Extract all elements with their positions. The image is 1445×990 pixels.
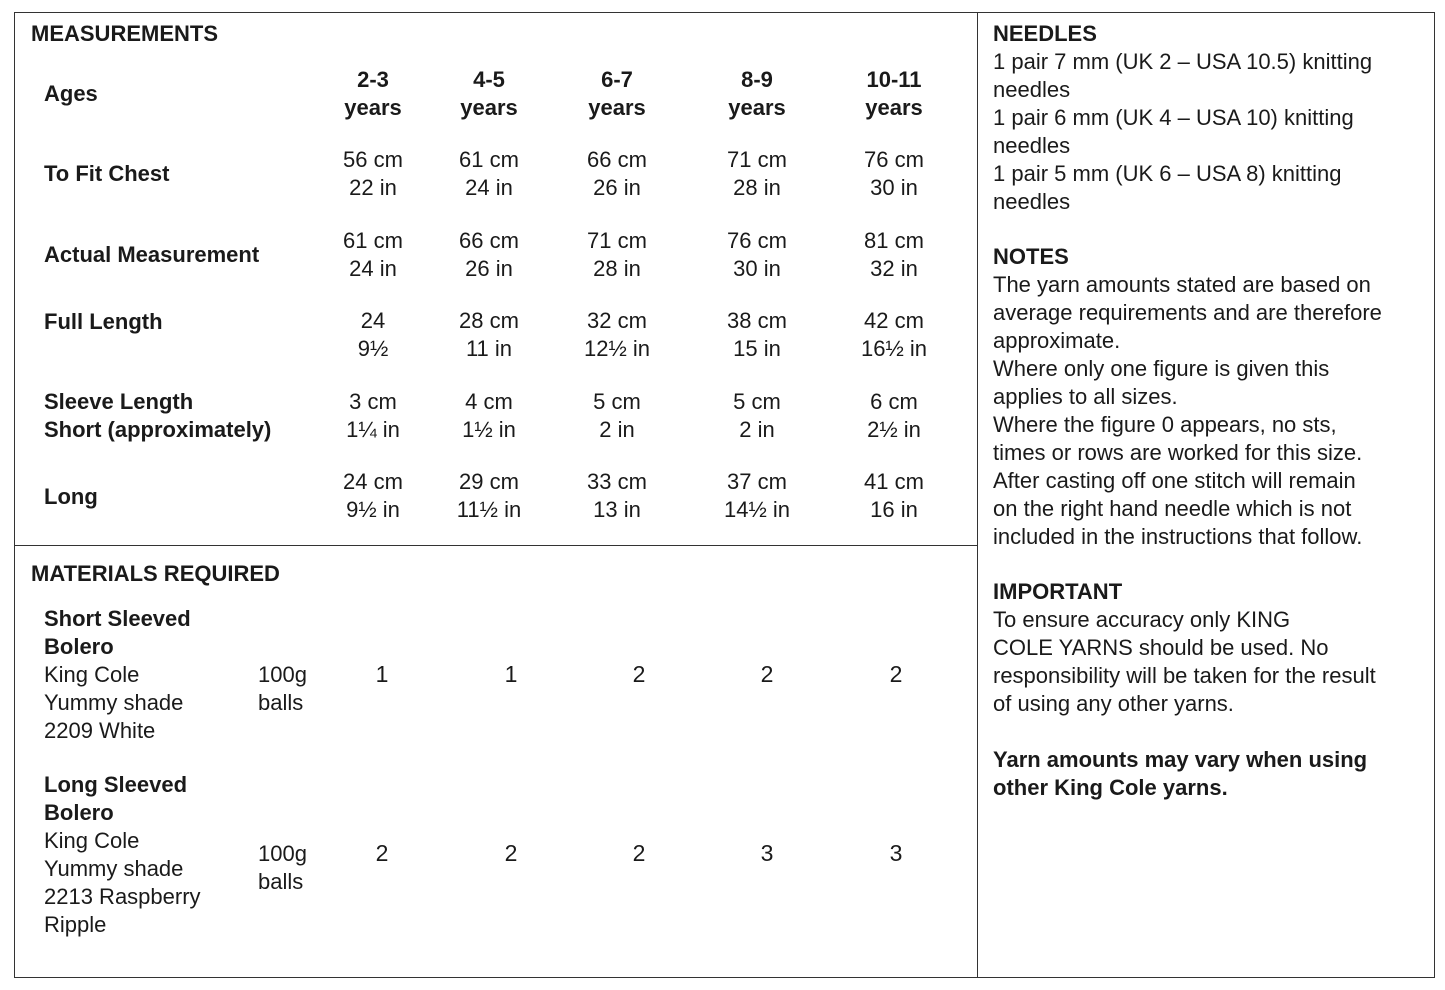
table-cell: 61 cm 24 in — [343, 228, 403, 281]
needles-line: 1 pair 6 mm (UK 4 – USA 10) knitting — [993, 105, 1354, 130]
spacer — [993, 718, 1423, 746]
material-qty: 2 — [375, 840, 389, 866]
age-header: 8-9 years — [728, 67, 786, 120]
notes-line: applies to all sizes. — [993, 384, 1178, 409]
table-cell: 6 cm 2½ in — [867, 389, 921, 442]
column-divider — [977, 12, 978, 978]
table-cell: 76 cm 30 in — [864, 147, 924, 200]
needles-line: 1 pair 7 mm (UK 2 – USA 10.5) knitting — [993, 49, 1373, 74]
notes-line: average requirements and are therefore — [993, 300, 1382, 325]
row-label: Sleeve Length Short (approximately) — [44, 389, 272, 442]
table-cell: 81 cm 32 in — [864, 228, 924, 281]
row-label: Full Length — [44, 309, 163, 334]
important-bold-line: other King Cole yarns. — [993, 775, 1228, 800]
notes-line: on the right hand needle which is not — [993, 496, 1352, 521]
notes-line: The yarn amounts stated are based on — [993, 272, 1371, 297]
needles-heading: NEEDLES — [993, 21, 1097, 46]
table-cell: 5 cm 2 in — [593, 389, 641, 442]
materials-heading: MATERIALS REQUIRED — [31, 561, 280, 586]
material-qty: 3 — [760, 840, 774, 866]
important-section — [993, 578, 1423, 802]
table-cell: 66 cm 26 in — [459, 228, 519, 281]
material-unit: 100g balls — [258, 662, 307, 715]
notes-heading: NOTES — [993, 244, 1069, 269]
table-cell: 33 cm 13 in — [587, 469, 647, 522]
material-qty: 1 — [504, 661, 518, 687]
table-cell: 38 cm 15 in — [727, 308, 787, 361]
important-heading: IMPORTANT — [993, 579, 1123, 604]
table-cell: 3 cm 1¼ in — [346, 389, 400, 442]
table-cell: 76 cm 30 in — [727, 228, 787, 281]
row-label: To Fit Chest — [44, 161, 170, 186]
material-qty: 2 — [632, 840, 646, 866]
age-header: 10-11 years — [865, 67, 923, 120]
table-cell: 24 9½ — [357, 308, 389, 361]
table-cell: 61 cm 24 in — [459, 147, 519, 200]
age-header: 2-3 years — [344, 67, 402, 120]
table-cell: 24 cm 9½ in — [343, 469, 403, 522]
table-cell: 66 cm 26 in — [587, 147, 647, 200]
needles-line: 1 pair 5 mm (UK 6 – USA 8) knitting — [993, 161, 1342, 186]
material-unit: 100g balls — [258, 841, 307, 894]
table-cell: 5 cm 2 in — [733, 389, 781, 442]
notes-line: approximate. — [993, 328, 1121, 353]
row-label: Long — [44, 484, 98, 509]
notes-line: Where the figure 0 appears, no sts, — [993, 412, 1337, 437]
material-qty: 3 — [889, 840, 903, 866]
material-qty: 2 — [632, 661, 646, 687]
important-line: To ensure accuracy only KING — [993, 607, 1291, 632]
needles-line: needles — [993, 189, 1071, 214]
table-cell: 71 cm 28 in — [587, 228, 647, 281]
notes-section — [993, 243, 1423, 551]
section-divider — [14, 545, 977, 546]
important-bold-line: Yarn amounts may vary when using — [993, 747, 1368, 772]
table-cell: 71 cm 28 in — [727, 147, 787, 200]
table-cell: 29 cm 11½ in — [456, 469, 522, 522]
important-line: COLE YARNS should be used. No — [993, 635, 1329, 660]
important-line: of using any other yarns. — [993, 691, 1234, 716]
table-cell: 37 cm 14½ in — [723, 469, 791, 522]
needles-line: needles — [993, 133, 1071, 158]
notes-line: After casting off one stitch will remain — [993, 468, 1356, 493]
table-cell: 41 cm 16 in — [864, 469, 924, 522]
table-cell: 32 cm 12½ in — [583, 308, 651, 361]
needles-line: needles — [993, 77, 1071, 102]
age-header: 6-7 years — [588, 67, 646, 120]
material-qty: 2 — [504, 840, 518, 866]
table-cell: 42 cm 16½ in — [860, 308, 928, 361]
table-cell: 56 cm 22 in — [343, 147, 403, 200]
table-cell: 4 cm 1½ in — [462, 389, 516, 442]
table-cell: 28 cm 11 in — [459, 308, 519, 361]
notes-line: included in the instructions that follow. — [993, 524, 1363, 549]
notes-line: times or rows are worked for this size. — [993, 440, 1363, 465]
material-qty: 2 — [889, 661, 903, 687]
ages-label: Ages — [44, 81, 98, 106]
measurements-heading: MEASUREMENTS — [31, 21, 219, 46]
material-qty: 1 — [375, 661, 389, 687]
material-qty: 2 — [760, 661, 774, 687]
age-header: 4-5 years — [460, 67, 518, 120]
material-item-desc: Short Sleeved Bolero King Cole Yummy shade 2209 White — [44, 606, 191, 743]
material-item-desc: Long Sleeved Bolero King Cole Yummy shade 2213 Raspberry Ripple — [44, 772, 201, 937]
important-line: responsibility will be taken for the result — [993, 663, 1376, 688]
needles-section — [993, 20, 1423, 216]
notes-line: Where only one figure is given this — [993, 356, 1330, 381]
row-label: Actual Measurement — [44, 242, 260, 267]
